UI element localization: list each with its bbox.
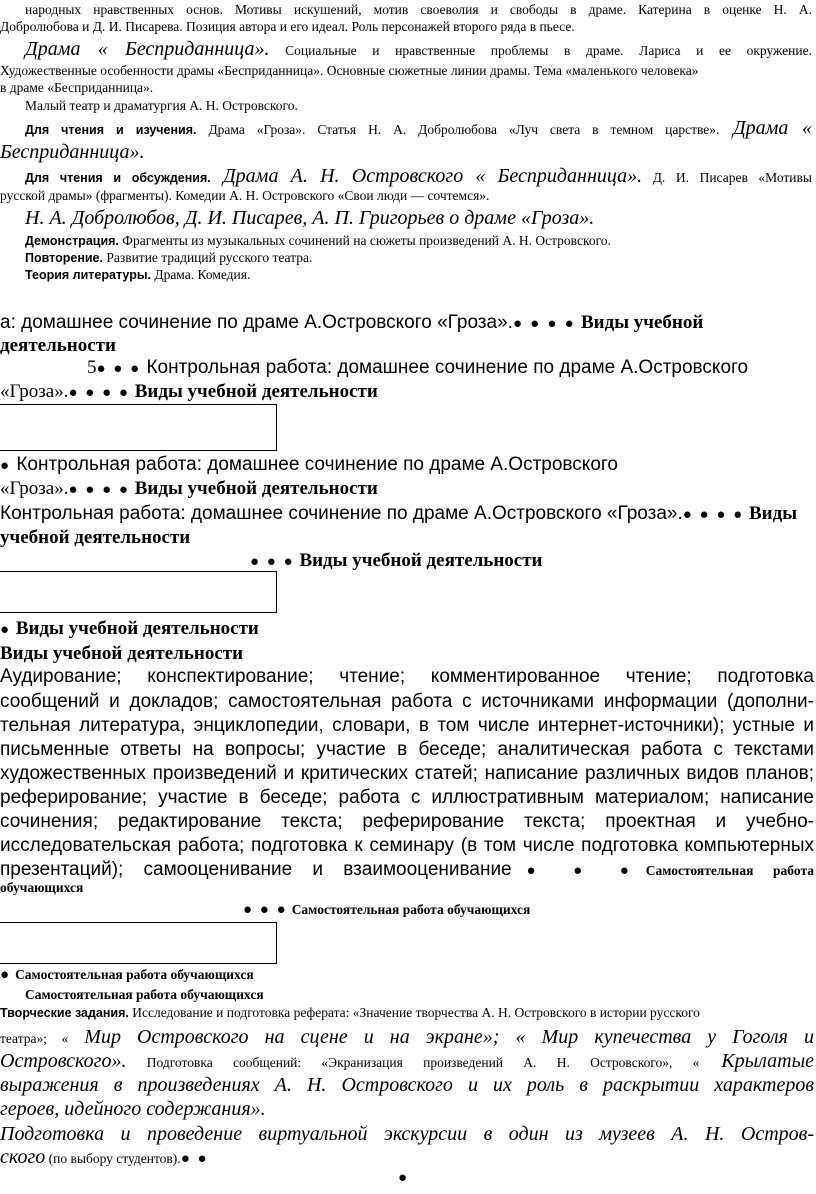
- activities-line: письменные ответы на вопросы; участие в беседе; аналитическая работа с текстами: [0, 739, 814, 760]
- activities-line: сообщений и докладов; самостоятельная работа с источниками информации (дополни-: [0, 691, 814, 712]
- control-line: «Гроза».● ● ● ● Виды учебной деятельности: [0, 381, 378, 402]
- text-line: русской драмы» (фрагменты). Комедии А. Н. Островского «Свои люди — сочтемся».: [0, 188, 490, 203]
- control-line: учебной деятельности: [0, 527, 191, 548]
- control-line: ● ● ● Виды учебной деятельности: [250, 550, 543, 571]
- text-line: Для чтения и обсуждения. Драма А. Н. Островского « Бесприданница». Д. И. Писарев «Мотивы: [25, 165, 812, 187]
- activities-line: художественных произведений и критических статей; написание различных видов планов;: [0, 763, 814, 784]
- bullet-dot: ●: [398, 1170, 410, 1186]
- control-line: «Гроза».● ● ● ● Виды учебной деятельности: [0, 478, 378, 499]
- selfwork-line: Подготовка и проведение виртуальной экскурсии в один из музеев А. Н. Остров-: [0, 1123, 814, 1145]
- selfwork-heading: ● Самостоятельная работа обучающихся: [0, 967, 254, 983]
- text-line: Демонстрация. Фрагменты из музыкальных сочинений на сюжеты произведений А. Н. Островского.: [25, 233, 611, 248]
- text-line: в драме «Бесприданница».: [0, 80, 154, 95]
- control-line: Контрольная работа: домашнее сочинение по драме А.Островского «Гроза».● ● ● ● Виды: [0, 503, 798, 524]
- text-line: Художественные особенности драмы «Бесприданница». Основные сюжетные линии драмы. Тема «маленького человека»: [0, 63, 699, 78]
- activities-line: Аудирование; конспектирование; чтение; комментированное чтение; подготовка: [0, 666, 814, 687]
- activities-line: обучающихся: [0, 880, 84, 895]
- control-line: 5● ● ● Контрольная работа: домашнее сочинение по драме А.Островского: [87, 357, 749, 378]
- control-line: а: домашнее сочинение по драме А.Островского «Гроза».● ● ● ● Виды учебной: [0, 312, 704, 333]
- selfwork-line: Творческие задания. Исследование и подготовка реферата: «Значение творчества А. Н. Островского в истории русского: [0, 1005, 700, 1020]
- text-line: Драма « Бесприданница». Социальные и нравственные проблемы в драме. Лариса и ее окружение.: [25, 38, 812, 60]
- selfwork-line: ского (по выбору студентов).● ●: [0, 1146, 209, 1168]
- selfwork-line: героев, идейного содержания».: [0, 1098, 266, 1120]
- selfwork-line: выражения в произведениях А. Н. Островского и их роль в раскрытии характеров: [0, 1074, 814, 1096]
- selfwork-line: театра»; « Мир Островского на сцене и на экране»; « Мир купечества у Гоголя и: [0, 1026, 814, 1048]
- activities-heading: Виды учебной деятельности: [0, 643, 244, 664]
- text-line: Н. А. Добролюбов, Д. И. Писарев, А. П. Григорьев о драме «Гроза».: [25, 207, 595, 229]
- text-line: Малый театр и драматургия А. Н. Островского.: [25, 98, 298, 113]
- text-line: Теория литературы. Драма. Комедия.: [25, 267, 251, 282]
- text-line: Бесприданница».: [0, 141, 145, 163]
- empty-box: [0, 404, 277, 451]
- selfwork-line: Островского». Подготовка сообщений: «Экранизация произведений А. Н. Островского», « Крылатые: [0, 1050, 814, 1072]
- text-line: Добролюбова и Д. И. Писарева. Позиция автора и его идеал. Роль персонажей второго ряда в пьесе.: [0, 19, 575, 34]
- control-line: ● Контрольная работа: домашнее сочинение по драме А.Островского: [0, 454, 618, 475]
- text-line: Повторение. Развитие традиций русского театра.: [25, 250, 313, 265]
- activities-line: презентаций); самооценивание и взаимооценивание● ● ●Самостоятельная работа: [0, 859, 814, 880]
- empty-box: [0, 922, 277, 964]
- activities-line: реферирование; участие в беседе; работа с иллюстративным материалом; написание: [0, 787, 814, 808]
- control-line: ● Виды учебной деятельности: [0, 618, 259, 639]
- selfwork-heading: ● ● ● Самостоятельная работа обучающихся: [243, 902, 531, 918]
- activities-line: тельная литература, энциклопедии, словари, в том числе интернет-источники); устные и: [0, 715, 814, 736]
- text-line: Для чтения и изучения. Драма «Гроза». Статья Н. А. Добролюбова «Луч света в темном царстве». Драма «: [25, 117, 812, 139]
- text-line: народных нравственных основ. Мотивы искушений, мотив своеволия и свободы в драме. Катерина в оценке Н. А.: [25, 2, 812, 17]
- activities-line: исследовательская работа; подготовка к семинару (в том числе подготовка компьютерных: [0, 835, 814, 856]
- control-line: деятельности: [0, 335, 116, 356]
- activities-line: сочинения; редактирование текста; реферирование текста; проектная и учебно-: [0, 811, 814, 832]
- selfwork-heading: Самостоятельная работа обучающихся: [25, 987, 264, 1002]
- empty-box: [0, 571, 277, 613]
